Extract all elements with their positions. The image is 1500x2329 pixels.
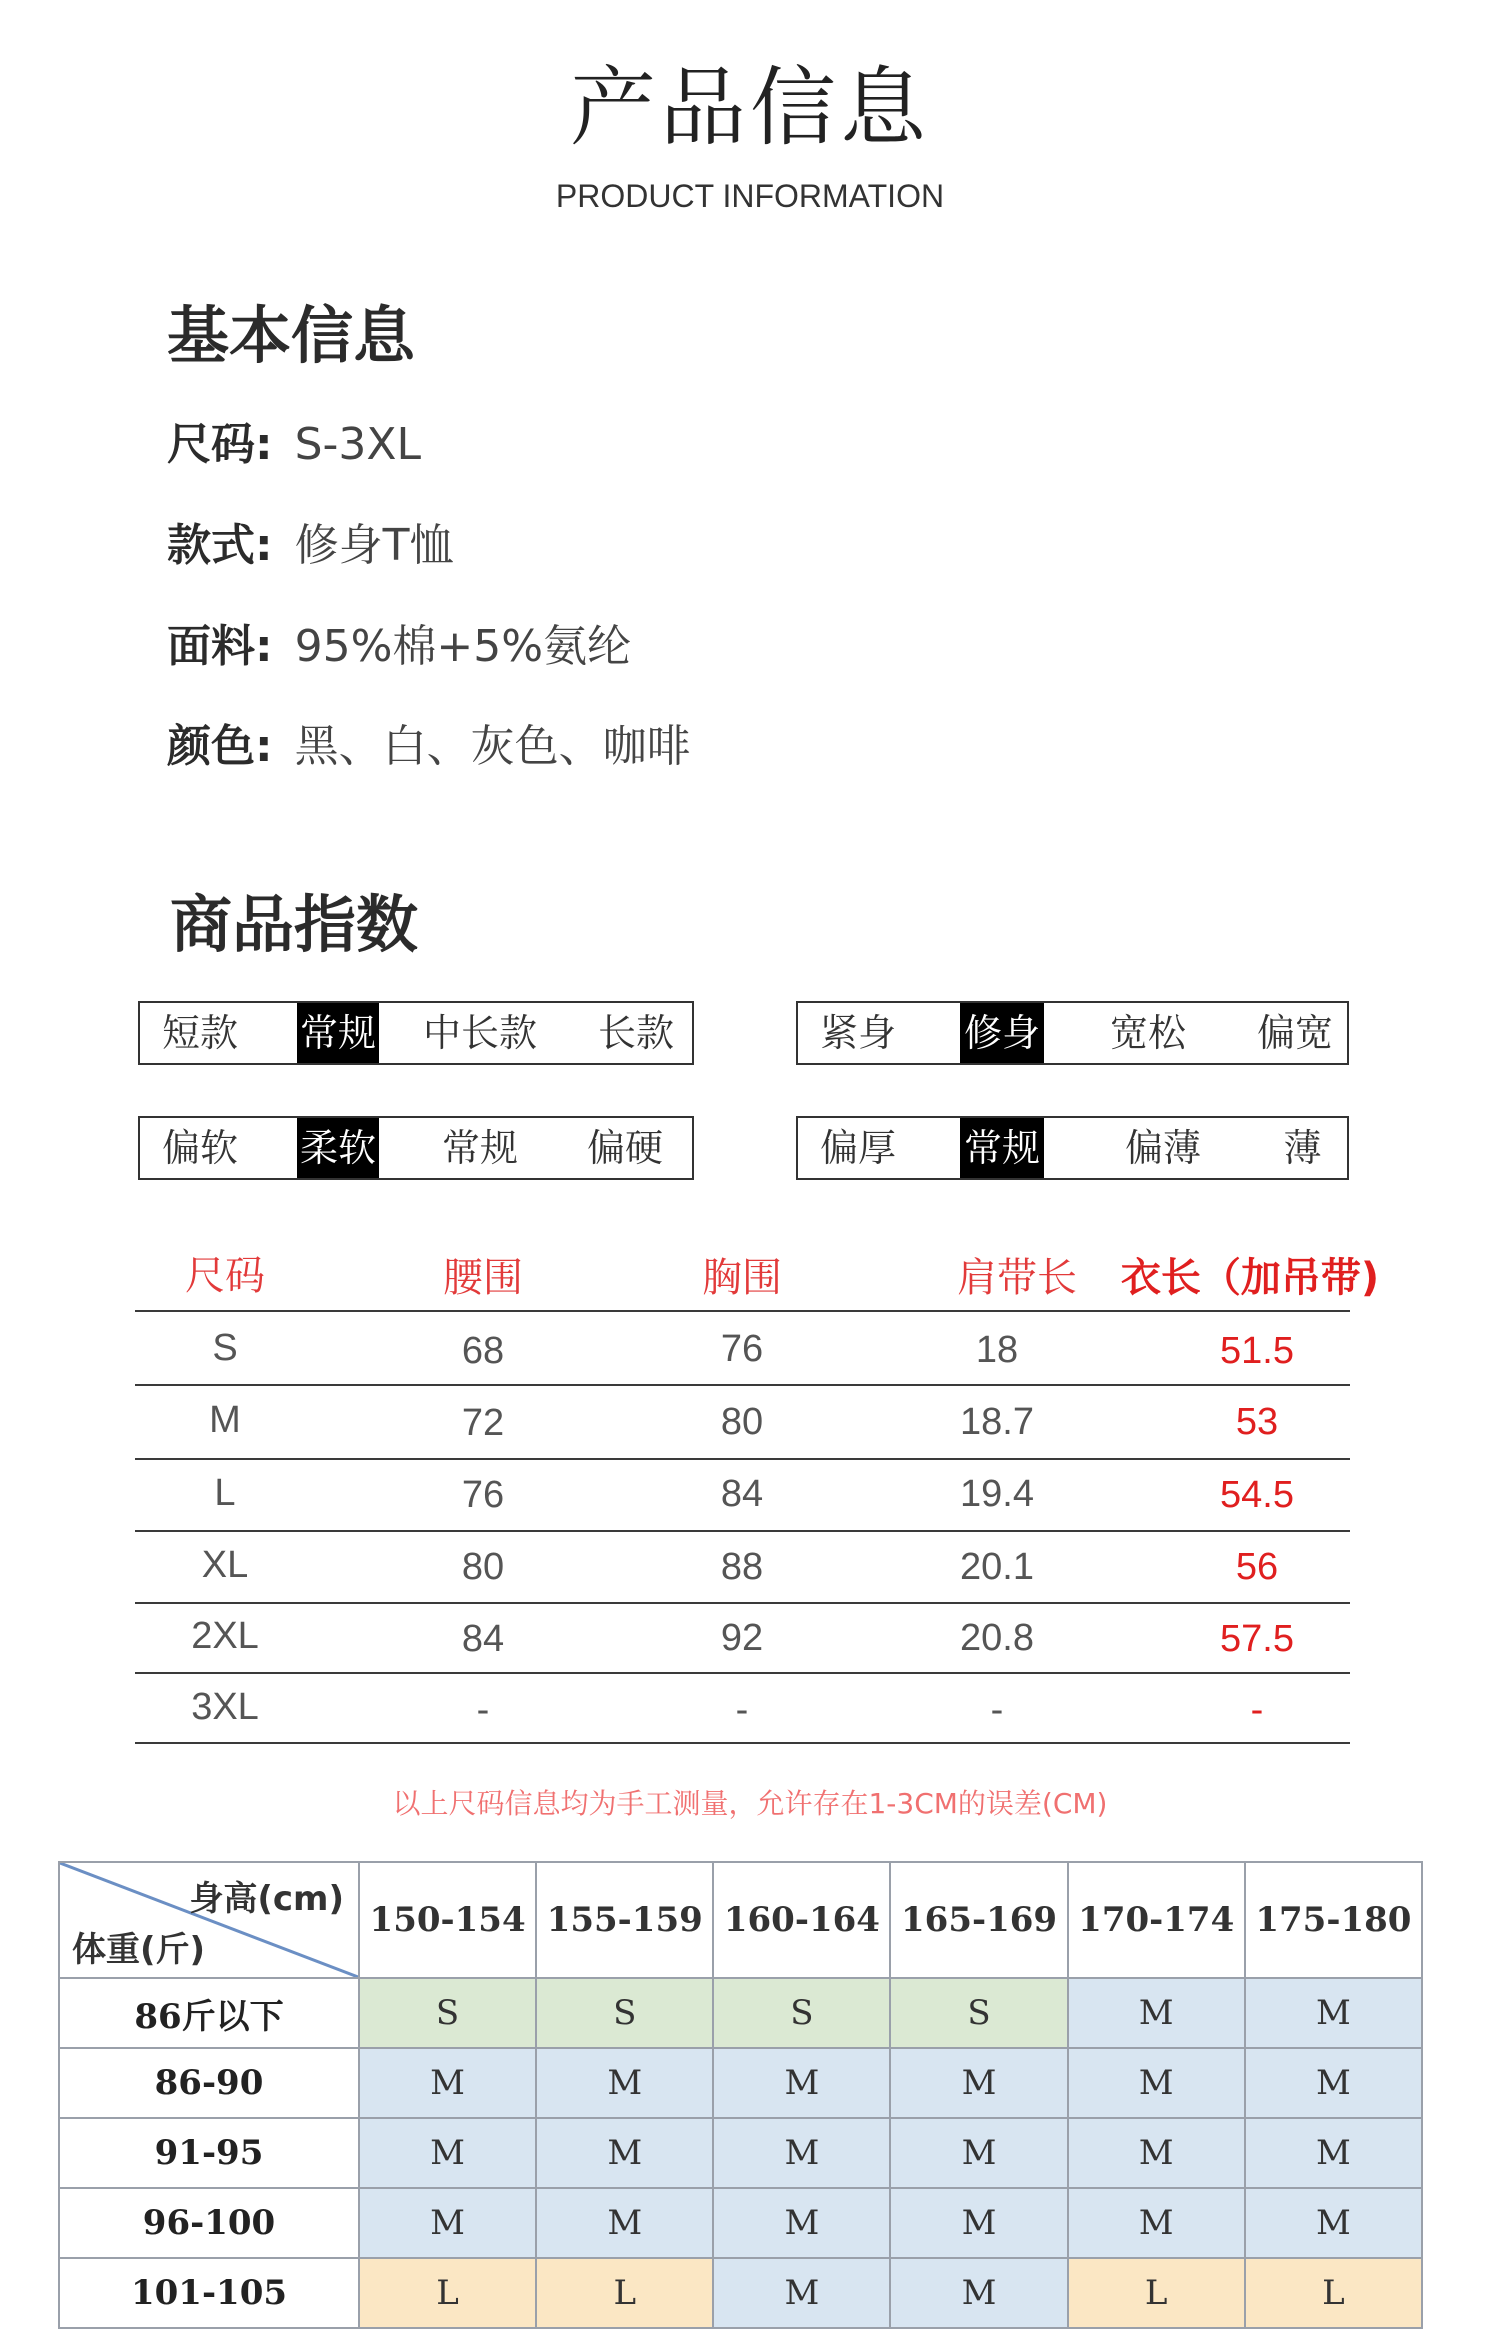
size-cell: S	[212, 1327, 238, 1369]
size-cell: -	[476, 1689, 490, 1731]
row-divider	[135, 1458, 1350, 1460]
size-recommendation-table	[58, 1861, 1423, 2329]
index-option: 中长款	[422, 1011, 537, 1055]
index-length	[138, 1001, 694, 1065]
row-divider	[135, 1310, 1350, 1312]
rec-row	[59, 2118, 1422, 2188]
index-option: 偏软	[161, 1126, 238, 1170]
index-option: 偏宽	[1256, 1011, 1333, 1055]
rec-size-cell: S	[890, 1978, 1067, 2048]
size-cell: 20.8	[960, 1617, 1034, 1659]
size-cell: 72	[461, 1402, 505, 1444]
rec-size-cell: M	[713, 2188, 890, 2258]
row-divider	[135, 1530, 1350, 1532]
height-header: 165-169	[890, 1862, 1067, 1978]
size-cell: 76	[720, 1328, 764, 1370]
index-option-selected: 修身	[960, 1003, 1044, 1063]
rec-row	[59, 2188, 1422, 2258]
rec-row	[59, 2258, 1422, 2328]
page-subtitle: PRODUCT INFORMATION	[555, 178, 945, 214]
size-cell: 84	[461, 1618, 505, 1660]
rec-size-cell: S	[713, 1978, 890, 2048]
size-cell-length: 54.5	[1220, 1474, 1294, 1516]
rec-size-cell: M	[1245, 2118, 1422, 2188]
height-header: 170-174	[1068, 1862, 1245, 1978]
row-divider	[135, 1384, 1350, 1386]
size-col-header: 尺码	[185, 1253, 265, 1299]
rec-size-cell: M	[359, 2188, 536, 2258]
size-cell: 2XL	[191, 1615, 259, 1657]
info-row-size	[167, 415, 421, 475]
index-option: 短款	[161, 1011, 238, 1055]
size-cell: 3XL	[191, 1686, 259, 1728]
size-cell: 76	[461, 1474, 505, 1516]
size-cell-length: 53	[1235, 1401, 1279, 1443]
size-cell: L	[214, 1472, 236, 1514]
info-label: 尺码:	[167, 419, 273, 470]
size-col-header: 腰围	[443, 1255, 523, 1301]
rec-size-cell: M	[359, 2048, 536, 2118]
size-cell: M	[209, 1399, 241, 1441]
rec-row	[59, 2048, 1422, 2118]
index-option-selected: 常规	[960, 1118, 1044, 1178]
size-cell: 18.7	[960, 1401, 1034, 1443]
rec-size-cell: M	[536, 2048, 713, 2118]
info-value: 黑、白、灰色、咖啡	[294, 721, 691, 772]
rec-size-cell: M	[1068, 2118, 1245, 2188]
size-cell: 88	[720, 1546, 764, 1588]
rec-size-cell: M	[890, 2118, 1067, 2188]
info-value: 95%棉+5%氨纶	[294, 621, 632, 672]
height-header: 160-164	[713, 1862, 890, 1978]
rec-size-cell: M	[890, 2258, 1067, 2328]
basic-info-title: 基本信息	[167, 299, 416, 372]
rec-size-cell: L	[1068, 2258, 1245, 2328]
size-col-header-length: 衣长（加吊带)	[1120, 1255, 1380, 1301]
index-option: 偏薄	[1124, 1126, 1201, 1170]
height-label: 身高(cm)	[189, 1879, 344, 1919]
height-header: 150-154	[359, 1862, 536, 1978]
rec-size-cell: M	[713, 2118, 890, 2188]
rec-size-cell: M	[1245, 2188, 1422, 2258]
rec-size-cell: S	[359, 1978, 536, 2048]
weight-cell: 91-95	[59, 2118, 359, 2188]
page-title: 产品信息	[570, 58, 930, 158]
rec-size-cell: M	[536, 2118, 713, 2188]
rec-size-cell: M	[359, 2118, 536, 2188]
index-option-selected: 常规	[297, 1003, 379, 1063]
info-row-style	[167, 516, 454, 576]
rec-size-cell: M	[713, 2258, 890, 2328]
size-cell: 19.4	[960, 1473, 1034, 1515]
size-cell: 92	[720, 1617, 764, 1659]
rec-size-cell: M	[1068, 1978, 1245, 2048]
weight-label: 体重(斤)	[72, 1930, 206, 1970]
info-row-fabric	[167, 617, 631, 677]
info-row-color	[167, 717, 691, 777]
rec-size-cell: M	[890, 2188, 1067, 2258]
index-thickness	[796, 1116, 1349, 1180]
rec-row	[59, 1978, 1422, 2048]
rec-size-cell: M	[1245, 1978, 1422, 2048]
size-cell: XL	[201, 1544, 249, 1586]
info-value: S-3XL	[294, 419, 422, 470]
index-option: 偏厚	[819, 1126, 896, 1170]
size-cell: 84	[720, 1473, 764, 1515]
rec-corner-cell	[59, 1862, 359, 1978]
rec-size-cell: L	[1245, 2258, 1422, 2328]
height-header: 155-159	[536, 1862, 713, 1978]
row-divider	[135, 1602, 1350, 1604]
weight-cell: 86斤以下	[59, 1978, 359, 2048]
weight-cell: 101-105	[59, 2258, 359, 2328]
index-fit	[796, 1001, 1349, 1065]
size-col-header: 肩带长	[957, 1255, 1077, 1301]
size-col-header: 胸围	[702, 1255, 782, 1301]
rec-size-cell: L	[359, 2258, 536, 2328]
index-option: 长款	[597, 1011, 674, 1055]
size-cell: 80	[720, 1401, 764, 1443]
index-option: 宽松	[1109, 1011, 1186, 1055]
index-option: 紧身	[819, 1011, 896, 1055]
info-label: 款式:	[167, 520, 273, 571]
size-cell-length: 56	[1235, 1546, 1279, 1588]
info-label: 面料:	[167, 621, 273, 672]
size-cell: 68	[461, 1330, 505, 1372]
rec-size-cell: M	[536, 2188, 713, 2258]
weight-cell: 86-90	[59, 2048, 359, 2118]
index-option: 偏硬	[586, 1126, 663, 1170]
rec-size-cell: M	[1068, 2048, 1245, 2118]
product-index-title: 商品指数	[170, 888, 419, 961]
rec-size-cell: M	[1245, 2048, 1422, 2118]
size-cell-length: 51.5	[1220, 1330, 1294, 1372]
index-option: 常规	[441, 1126, 518, 1170]
index-option-selected: 柔软	[297, 1118, 379, 1178]
size-cell: 18	[975, 1329, 1019, 1371]
rec-size-cell: L	[536, 2258, 713, 2328]
size-cell: -	[990, 1689, 1004, 1731]
rec-header-row	[59, 1862, 1422, 1978]
index-option: 薄	[1283, 1126, 1322, 1170]
rec-size-cell: M	[890, 2048, 1067, 2118]
measurement-note: 以上尺码信息均为手工测量，允许存在1-3CM的误差(CM)	[392, 1787, 1108, 1820]
rec-size-cell: M	[1068, 2188, 1245, 2258]
info-value: 修身T恤	[294, 520, 454, 571]
info-label: 颜色:	[167, 721, 273, 772]
index-softness	[138, 1116, 694, 1180]
size-cell: 20.1	[960, 1546, 1034, 1588]
size-cell-length: -	[1250, 1689, 1264, 1731]
row-divider	[135, 1742, 1350, 1744]
height-header: 175-180	[1245, 1862, 1422, 1978]
rec-size-cell: M	[713, 2048, 890, 2118]
weight-cell: 96-100	[59, 2188, 359, 2258]
size-cell-length: 57.5	[1220, 1618, 1294, 1660]
size-cell: 80	[461, 1546, 505, 1588]
row-divider	[135, 1672, 1350, 1674]
rec-size-cell: S	[536, 1978, 713, 2048]
size-cell: -	[735, 1689, 749, 1731]
